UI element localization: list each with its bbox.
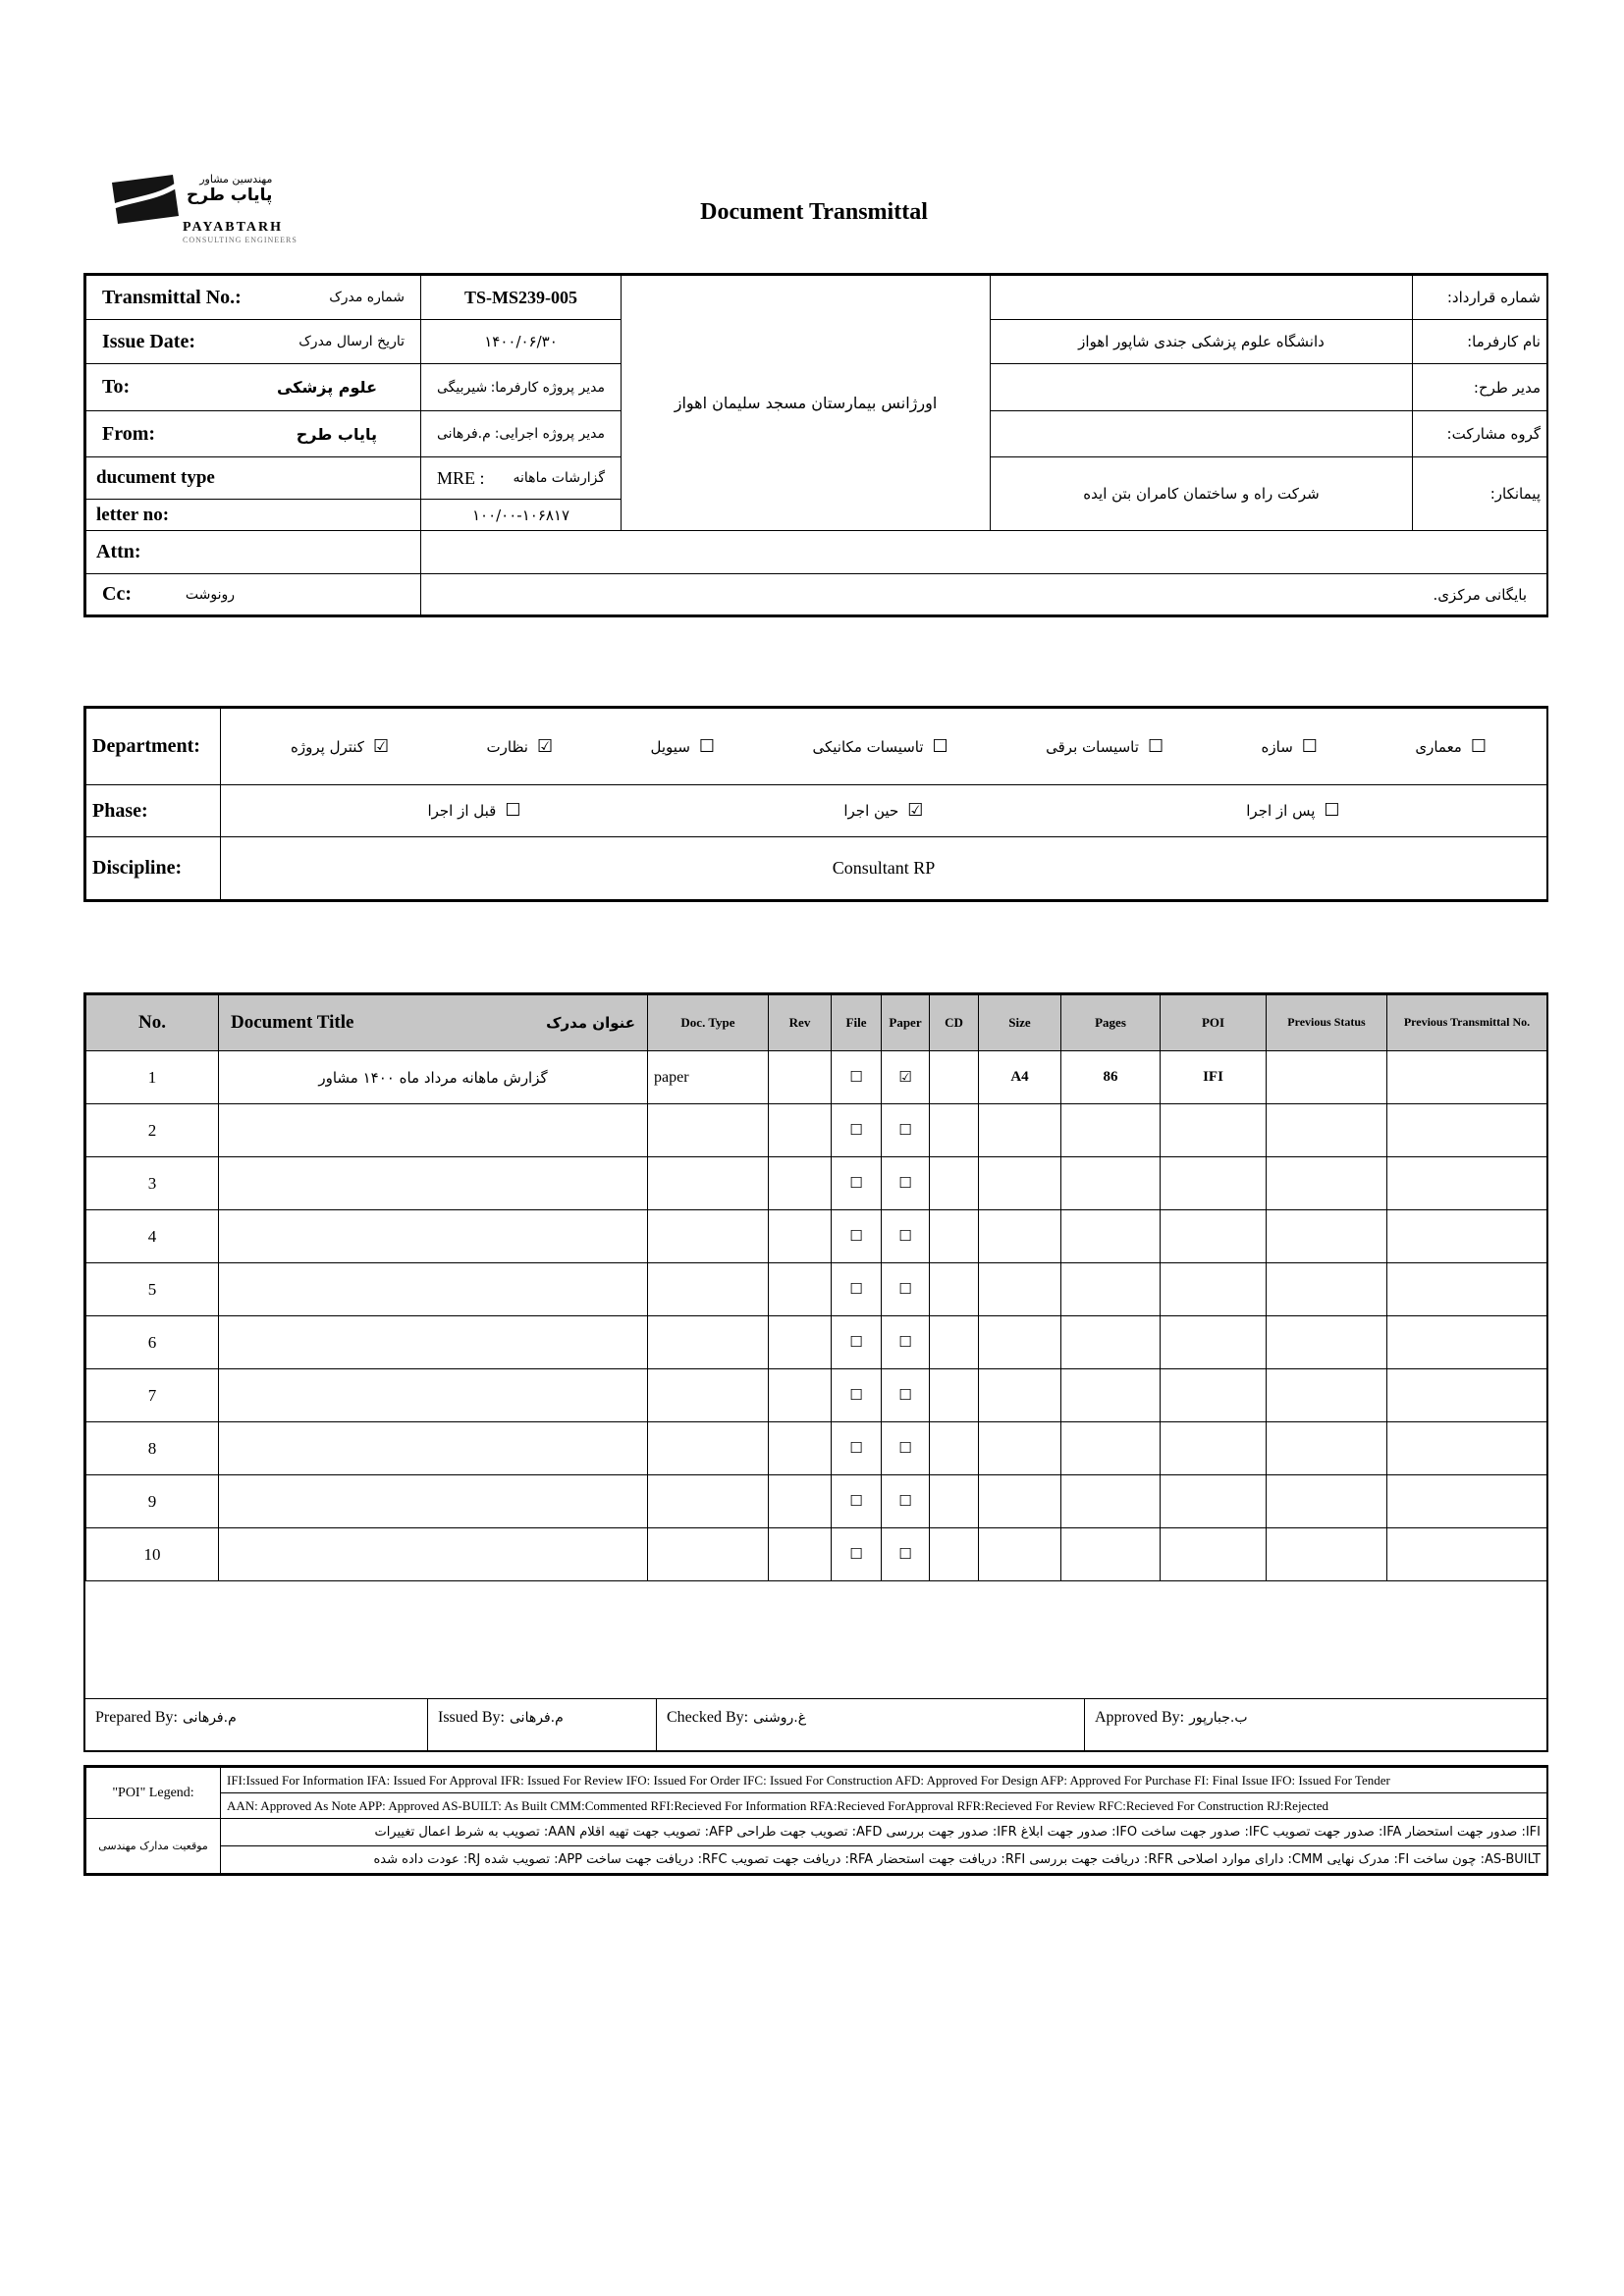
checkbox-checked-icon: ☑: [536, 735, 554, 757]
checkbox-icon: ☐: [849, 1279, 863, 1298]
poi-legend-table: [83, 1765, 1548, 1876]
checkbox-icon: ☐: [898, 1226, 912, 1245]
transmittal-no-label-fa: شماره مدرک: [329, 290, 405, 305]
checkbox-icon: ☐: [849, 1491, 863, 1510]
table-row: 3 ☐ ☐: [86, 1157, 1547, 1210]
design-manager-label: مدیر طرح:: [1413, 364, 1547, 411]
attn-label: Attn:: [86, 531, 421, 574]
checked-by-name: غ.روشنی: [753, 1710, 807, 1726]
table-row: 5 ☐ ☐: [86, 1263, 1547, 1316]
checkbox-icon: ☐: [932, 735, 948, 757]
discipline-value: Consultant RP: [221, 837, 1547, 900]
phase-option-after: پس از اجرا ☐: [1246, 800, 1340, 821]
empty-notes-area: [85, 1581, 1546, 1698]
table-row: 9 ☐ ☐: [86, 1475, 1547, 1528]
checkbox-icon: ☐: [1470, 735, 1487, 757]
col-header-file: File: [832, 995, 882, 1051]
legend-en-line-1: IFI:Issued For Information IFA: Issued For Approval IFR: Issued For Review IFO: Issued For Order IFC: Issued For Construction AFD: Approved For Design AFP: Approved For Purchase FI: Final Issue IFO: Issued For Tender: [221, 1768, 1547, 1793]
dept-option-electrical: تاسیسات برقی ☐: [1046, 735, 1164, 757]
letter-no-label: letter no:: [86, 500, 421, 531]
checkbox-icon: ☐: [898, 1332, 912, 1351]
col-header-prev-transmittal: Previous Transmittal No.: [1387, 995, 1547, 1051]
document-type-code: MRE :: [437, 467, 485, 488]
col-header-no: No.: [86, 995, 219, 1051]
dept-option-project-control: کنترل پروژه ☑: [291, 735, 390, 757]
checked-by-label: Checked By:: [667, 1709, 749, 1726]
checkbox-icon: ☐: [505, 800, 521, 821]
dept-option-civil: سیویل ☐: [650, 735, 716, 757]
checkbox-icon: ☐: [698, 735, 716, 757]
dept-option-supervision: نظارت ☑: [486, 735, 554, 757]
client-name-label: نام کارفرما:: [1413, 320, 1547, 364]
top-info-table: [83, 273, 1548, 617]
cc-label: Cc:: [102, 583, 132, 605]
table-row: 4 ☐ ☐: [86, 1210, 1547, 1263]
approved-by-name: ب.جبارپور: [1189, 1710, 1248, 1726]
issued-by-name: م.فرهانی: [510, 1710, 564, 1726]
client-pm-value: شیربیگی: [437, 379, 488, 396]
table-row: 7 ☐ ☐: [86, 1369, 1547, 1422]
col-header-cd: CD: [930, 995, 979, 1051]
client-pm-label: مدیر پروژه کارفرما:: [490, 379, 605, 396]
checkbox-checked-icon: ☑: [372, 735, 390, 757]
phase-option-during: حین اجرا ☑: [843, 800, 924, 821]
discipline-label: Discipline:: [86, 837, 221, 900]
issued-by-label: Issued By:: [438, 1709, 505, 1726]
page-title: Document Transmittal: [700, 199, 928, 225]
phase-option-before: قبل از اجرا ☐: [427, 800, 521, 821]
contract-no-value: [991, 276, 1413, 320]
prepared-by-cell: [85, 1699, 427, 1750]
checkbox-checked-icon: ☑: [907, 800, 924, 821]
cc-value: بایگانی مرکزی.: [421, 574, 1547, 615]
col-header-size: Size: [979, 995, 1061, 1051]
checkbox-icon: ☐: [898, 1279, 912, 1298]
cc-label-fa: رونوشت: [185, 586, 236, 603]
dept-option-structure: سازه ☐: [1261, 735, 1318, 757]
checkbox-icon: ☐: [849, 1544, 863, 1563]
col-header-paper: Paper: [882, 995, 930, 1051]
letter-no-value: ۱۰۰/۰۰-۱۰۶۸۱۷: [421, 500, 622, 531]
checkbox-icon: ☐: [1301, 735, 1318, 757]
col-header-pages: Pages: [1061, 995, 1161, 1051]
signature-row: [85, 1698, 1546, 1750]
col-header-rev: Rev: [769, 995, 832, 1051]
col-header-prev-status: Previous Status: [1267, 995, 1387, 1051]
checked-by-cell: [656, 1699, 1084, 1750]
to-label: To:: [102, 376, 131, 398]
from-value: پایاب طرح: [296, 424, 377, 444]
transmittal-no-label: Transmittal No.:: [102, 286, 242, 308]
phase-options: [227, 802, 1541, 820]
checkbox-icon: ☐: [898, 1544, 912, 1563]
col-header-title-en: Document Title: [231, 1012, 354, 1033]
issued-by-cell: [427, 1699, 656, 1750]
table-row: 10 ☐ ☐: [86, 1528, 1547, 1581]
document-type-label: ducument type: [86, 457, 421, 500]
checkbox-icon: ☐: [849, 1226, 863, 1245]
checkbox-icon: ☐: [1147, 735, 1164, 757]
col-header-title-fa: عنوان مدرک: [546, 1014, 635, 1032]
checkbox-icon: ☐: [898, 1120, 912, 1139]
checkbox-icon: ☐: [849, 1385, 863, 1404]
checkbox-icon: ☐: [898, 1438, 912, 1457]
document-list-table: [83, 992, 1548, 1752]
dept-option-mechanical: تاسیسات مکانیکی ☐: [812, 735, 948, 757]
issue-date-label: Issue Date:: [102, 330, 195, 352]
checkbox-icon: ☐: [898, 1173, 912, 1192]
to-value: علوم پزشکی: [277, 378, 377, 397]
checkbox-icon: ☐: [849, 1067, 863, 1086]
phase-label: Phase:: [86, 785, 221, 837]
checkbox-icon: ☐: [898, 1491, 912, 1510]
logo-fa-tagline: مهندسین مشاور: [199, 173, 273, 186]
legend-fa-label: موقعیت مدارک مهندسی: [86, 1819, 221, 1874]
classification-table: [83, 706, 1548, 902]
from-label: From:: [102, 422, 156, 445]
prepared-by-label: Prepared By:: [95, 1709, 178, 1726]
jv-group-label: گروه مشارکت:: [1413, 411, 1547, 457]
logo-en-subtitle: CONSULTING ENGINEERS: [183, 236, 298, 244]
attn-value: [421, 531, 1547, 574]
transmittal-no-value: TS-MS239-005: [421, 276, 622, 320]
col-header-poi: POI: [1161, 995, 1267, 1051]
legend-en-line-2: AAN: Approved As Note APP: Approved AS-BUILT: As Built CMM:Commented RFI:Recieved For Information RFA:Recieved ForApproval RFR:Recieved For Review RFC:Recieved For Construction RJ:Rejected: [221, 1793, 1547, 1819]
checkbox-icon: ☐: [849, 1438, 863, 1457]
table-row: 2 ☐ ☐: [86, 1104, 1547, 1157]
issue-date-label-fa: تاریخ ارسال مدرک: [298, 334, 405, 349]
contractor-value: شرکت راه و ساختمان کامران بتن ایده: [991, 457, 1413, 531]
checkbox-icon: ☐: [849, 1332, 863, 1351]
dept-option-architecture: معماری ☐: [1415, 735, 1487, 757]
legend-fa-line-1: IFI: صدور جهت استحضار IFA: صدور جهت تصویب IFC: صدور جهت ساخت IFO: صدور جهت ابلاغ IFR: صدور جهت بررسی AFD: تصویب جهت طراحی AFP: تصویب جهت تهیه اقلام AAN: تصویب به شرط اعمال تغییرات: [221, 1819, 1547, 1846]
logo-en-name: PAYABTARH: [183, 220, 284, 235]
contractor-label: پیمانکار:: [1413, 457, 1547, 531]
exec-pm-value: م.فرهانی: [437, 426, 491, 442]
department-options: [227, 735, 1541, 757]
issue-date-value: ۱۴۰۰/۰۶/۳۰: [421, 320, 622, 364]
document-title-cell: گزارش ماهانه مرداد ماه ۱۴۰۰ مشاور: [219, 1051, 648, 1104]
table-row: 6 ☐ ☐: [86, 1316, 1547, 1369]
design-manager-value: [991, 364, 1413, 411]
logo-fa-name: پایاب طرح: [187, 186, 273, 205]
project-name: اورژانس بیمارستان مسجد سلیمان اهواز: [622, 276, 991, 531]
client-name-value: دانشگاه علوم پزشکی جندی شاپور اهواز: [991, 320, 1413, 364]
approved-by-label: Approved By:: [1095, 1709, 1185, 1726]
checkbox-icon: ☐: [1324, 800, 1340, 821]
table-row: 8 ☐ ☐: [86, 1422, 1547, 1475]
checkbox-icon: ☐: [849, 1173, 863, 1192]
contract-no-label: شماره قرارداد:: [1413, 276, 1547, 320]
checkbox-checked-icon: ☑: [898, 1067, 912, 1086]
jv-group-value: [991, 411, 1413, 457]
poi-legend-label: "POI" Legend:: [86, 1768, 221, 1819]
table-row: 1 گزارش ماهانه مرداد ماه ۱۴۰۰ مشاور paper ☐ ☑ A4 86 IFI: [86, 1051, 1547, 1104]
document-type-value-fa: گزارشات ماهانه: [513, 470, 605, 486]
department-label: Department:: [86, 709, 221, 785]
prepared-by-name: م.فرهانی: [182, 1710, 237, 1726]
approved-by-cell: [1084, 1699, 1546, 1750]
legend-fa-line-2: AS-BUILT: چون ساخت FI: مدرک نهایی CMM: دارای موارد اصلاحی RFR: دریافت جهت بررسی RFI: دریافت جهت استحضار RFA: دریافت جهت تصویب RFC: دریافت جهت ساخت APP: تصویب شده RJ: عودت داده شده: [221, 1846, 1547, 1874]
checkbox-icon: ☐: [898, 1385, 912, 1404]
exec-pm-label: مدیر پروژه اجرایی:: [494, 426, 605, 442]
checkbox-icon: ☐: [849, 1120, 863, 1139]
col-header-doc-type: Doc. Type: [648, 995, 769, 1051]
